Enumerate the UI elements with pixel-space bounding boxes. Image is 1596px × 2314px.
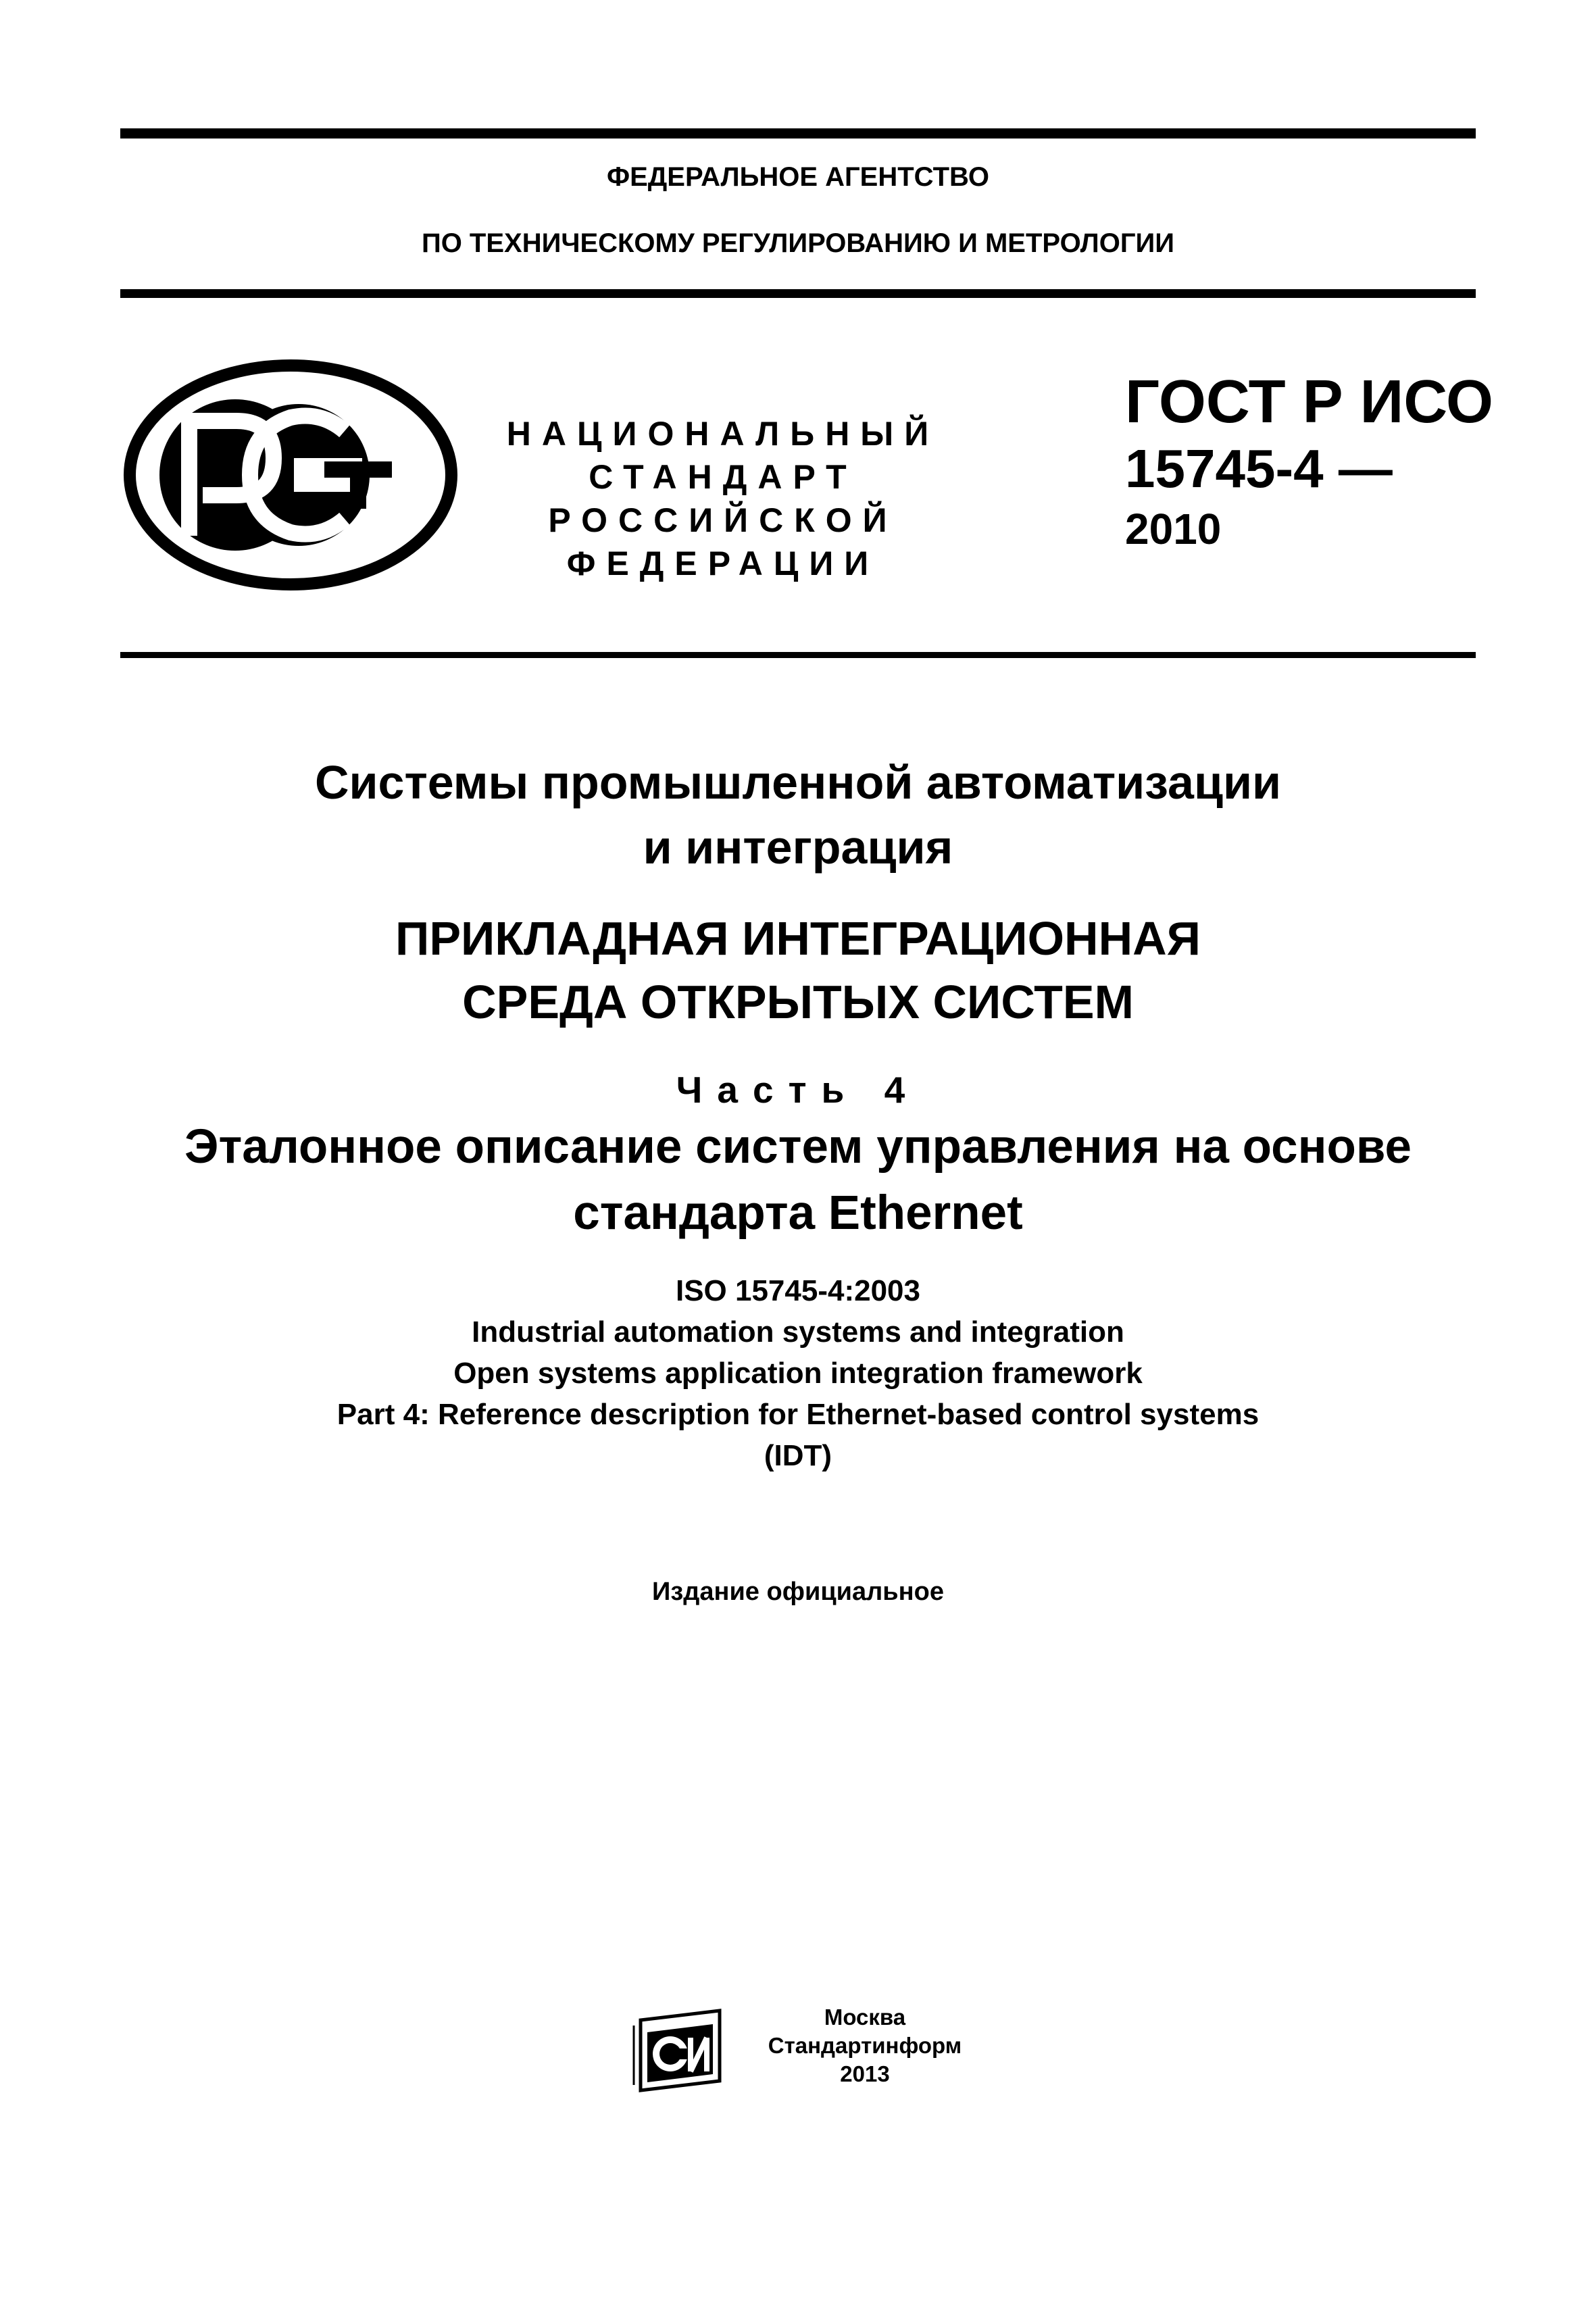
iso-line1: ISO 15745-4:2003 (675, 1274, 921, 1307)
iso-line2: Industrial automation systems and integration (472, 1315, 1124, 1349)
publisher-year: 2013 (840, 2061, 890, 2086)
standartinform-logo-icon (628, 2005, 730, 2093)
title-caps-line1: ПРИКЛАДНАЯ ИНТЕГРАЦИОННАЯ (395, 912, 1201, 965)
national-standard-line4: ФЕДЕРАЦИИ (566, 545, 880, 582)
header-bottom-rule (120, 652, 1476, 658)
part-title-line2: стандарта Ethernet (573, 1186, 1023, 1240)
title-line1: Системы промышленной автоматизации (314, 756, 1282, 809)
national-standard-line3: РОССИЙСКОЙ (548, 501, 898, 539)
iso-line3: Open systems application integration framework (453, 1357, 1143, 1390)
publisher-block (743, 2003, 987, 2088)
national-standard-line2: СТАНДАРТ (589, 458, 857, 496)
agency-name-line2: ПО ТЕХНИЧЕСКОМУ РЕГУЛИРОВАНИЮ И МЕТРОЛОГИИ (421, 228, 1175, 258)
designation-line1: ГОСТ Р ИСО (1125, 368, 1494, 436)
rst-certification-mark-icon (122, 357, 459, 593)
iso-line5: (IDT) (764, 1439, 832, 1472)
iso-reference (120, 1270, 1476, 1476)
national-standard-line1: НАЦИОНАЛЬНЫЙ (506, 415, 940, 453)
title-line2: и интеграция (643, 821, 953, 874)
iso-line4: Part 4: Reference description for Ethernet-based control systems (336, 1398, 1260, 1431)
agency-rule (120, 289, 1476, 298)
part-label: Часть 4 (676, 1069, 920, 1111)
designation-line2: 15745-4 — (1125, 438, 1393, 499)
agency-name-line1: ФЕДЕРАЛЬНОЕ АГЕНТСТВО (606, 162, 990, 192)
national-standard-label (500, 412, 946, 585)
title-caps-line2: СРЕДА ОТКРЫТЫХ СИСТЕМ (462, 976, 1134, 1028)
publisher-city: Москва (824, 2005, 906, 2030)
edition-note: Издание официальное (652, 1578, 944, 1606)
top-rule (120, 128, 1476, 139)
designation-line3: 2010 (1125, 505, 1222, 553)
standard-designation (1125, 368, 1503, 556)
part-title-line1: Эталонное описание систем управления на основе (184, 1120, 1412, 1174)
publisher-name: Стандартинформ (768, 2033, 962, 2058)
